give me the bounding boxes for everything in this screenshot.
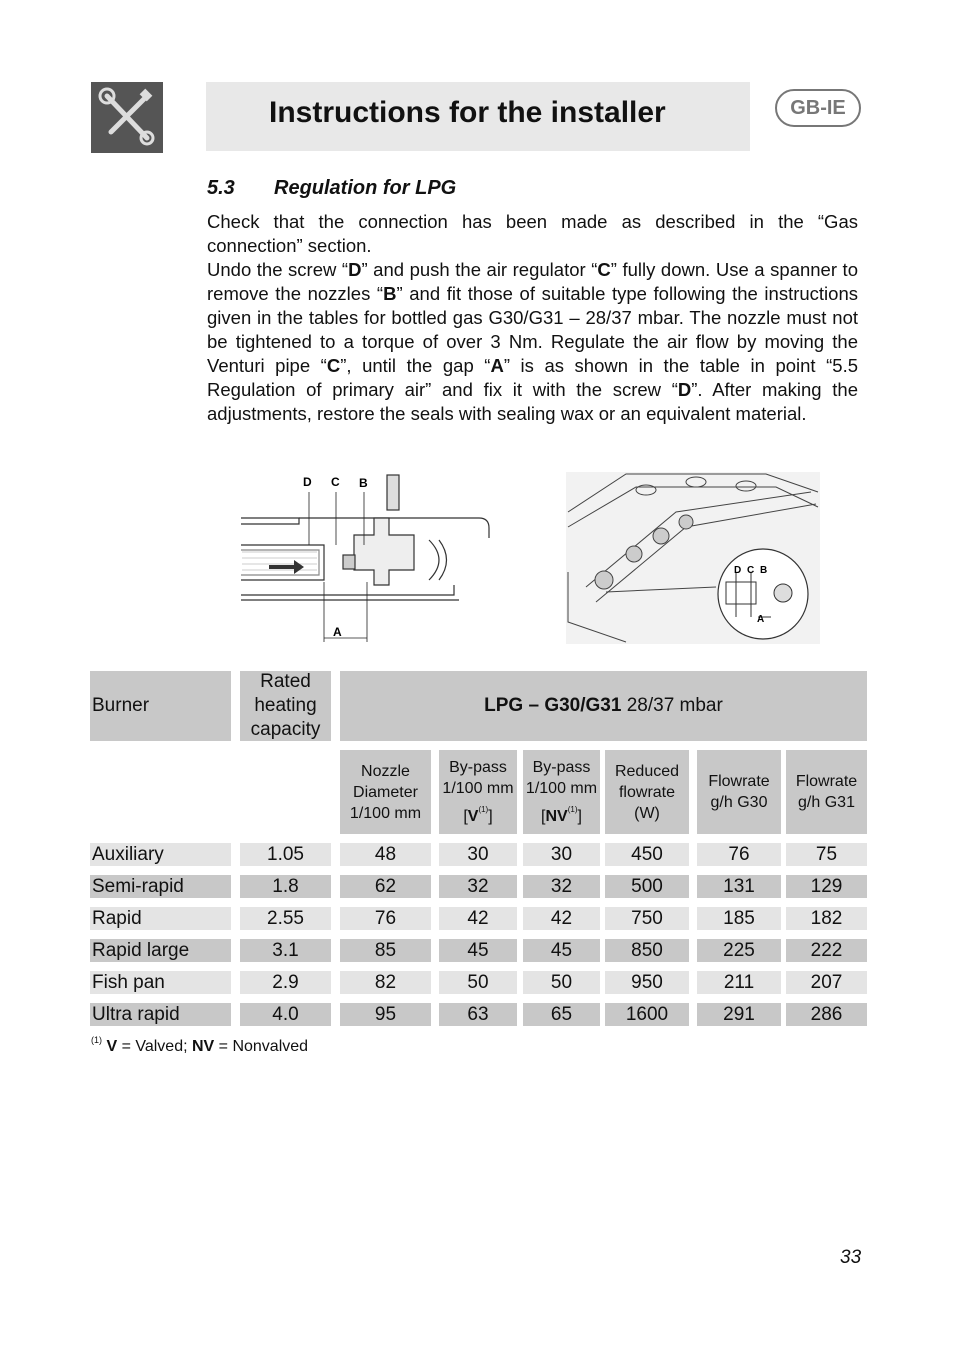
page-title: Instructions for the installer (269, 96, 666, 129)
cell-flowrate-g30: 291 (697, 1003, 781, 1026)
cell-rated-capacity: 4.0 (240, 1003, 331, 1026)
cell-flowrate-g30: 131 (697, 875, 781, 898)
cell-bypass-valved: 30 (439, 843, 517, 866)
text-span: ” is as shown in the table in point “5.5 Regulation of primary air” and fix it with the screw “ (207, 355, 859, 400)
cell-burner: Ultra rapid (90, 1003, 231, 1026)
bold-letter: C (326, 355, 341, 376)
text-span: ” and fit those of suitable type following the instructions given in the tables for bottled gas G30/G31 – 28/37 mbar. The nozzle must not be tightened to a torque of over 3 Nm. Regulate the air flow by moving the Venturi pipe “ (207, 283, 858, 376)
label-b: B (760, 565, 768, 576)
section-title: Regulation for LPG (274, 177, 457, 199)
cell-flowrate-g31: 129 (786, 875, 867, 898)
cell-flowrate-g31: 182 (786, 907, 867, 930)
cell-bypass-nonvalved: 32 (523, 875, 600, 898)
cell-nozzle-diameter: 85 (340, 939, 431, 962)
cell-nozzle-diameter: 76 (340, 907, 431, 930)
paragraph-1: Check that the connection has been made as described in the “Gas connection” section. (207, 211, 858, 256)
bypass-nv-text: By-pass 1/100 mm (525, 759, 598, 797)
label-d: D (303, 475, 312, 489)
cell-bypass-valved: 63 (439, 1003, 517, 1026)
footnote-nv-text: = Nonvalved (214, 1038, 309, 1055)
bold-letter: C (597, 259, 611, 280)
cell-flowrate-g31: 207 (786, 971, 867, 994)
cell-burner: Auxiliary (90, 843, 231, 866)
footnote-v-text: = Valved; (117, 1038, 192, 1055)
cell-rated-capacity: 1.05 (240, 843, 331, 866)
cell-bypass-valved: 42 (439, 907, 517, 930)
label-d: D (734, 565, 742, 576)
body-text (207, 210, 858, 426)
cell-reduced-flowrate: 450 (605, 843, 689, 866)
cell-flowrate-g30: 211 (697, 971, 781, 994)
cell-burner: Rapid (90, 907, 231, 930)
cell-flowrate-g30: 225 (697, 939, 781, 962)
bold-letter: D (677, 379, 692, 400)
cell-burner: Fish pan (90, 971, 231, 994)
cell-nozzle-diameter: 62 (340, 875, 431, 898)
cell-bypass-valved: 45 (439, 939, 517, 962)
label-b: B (359, 476, 368, 490)
wrench-screwdriver-icon (91, 82, 163, 153)
cell-reduced-flowrate: 1600 (605, 1003, 689, 1026)
subheader-flowrate-g30: Flowrate g/h G30 (697, 750, 781, 834)
subheader-bypass-nv: By-pass 1/100 mm [NV$^{(1)}$] (523, 750, 600, 834)
cell-bypass-nonvalved: 50 (523, 971, 600, 994)
cell-reduced-flowrate: 950 (605, 971, 689, 994)
cell-rated-capacity: 3.1 (240, 939, 331, 962)
header-burner: Burner (90, 671, 231, 741)
cell-flowrate-g31: 286 (786, 1003, 867, 1026)
cell-bypass-nonvalved: 30 (523, 843, 600, 866)
bypass-nv-tag: NV (545, 808, 568, 825)
label-a: A (333, 625, 342, 639)
cell-nozzle-diameter: 95 (340, 1003, 431, 1026)
text-span: ”, until the gap “ (340, 355, 491, 376)
bold-letter: B (383, 283, 397, 304)
label-c: C (331, 475, 340, 489)
burner-perspective-diagram (566, 472, 820, 644)
footnote-ref: (1) (567, 805, 578, 814)
cell-rated-capacity: 2.55 (240, 907, 331, 930)
cell-bypass-nonvalved: 45 (523, 939, 600, 962)
cell-burner: Semi-rapid (90, 875, 231, 898)
page-number: 33 (840, 1247, 862, 1268)
nozzle-section-diagram (239, 470, 499, 645)
label-a: A (757, 614, 765, 625)
cell-flowrate-g31: 75 (786, 843, 867, 866)
cell-reduced-flowrate: 850 (605, 939, 689, 962)
header-lpg (340, 671, 867, 741)
cell-flowrate-g30: 76 (697, 843, 781, 866)
cell-flowrate-g30: 185 (697, 907, 781, 930)
subheader-bypass-v: By-pass 1/100 mm [V$^{(1)}$] (439, 750, 517, 834)
text-span: Undo the screw “ (207, 259, 349, 280)
cell-rated-capacity: 1.8 (240, 875, 331, 898)
subheader-reduced-flowrate: Reduced flowrate (W) (605, 750, 689, 834)
footnote-v: V (106, 1038, 118, 1055)
footnote-nv: NV (191, 1038, 215, 1055)
header-rated-capacity: Rated heating capacity (240, 671, 331, 741)
text-span: ” fully down. Use a spanner to remove the nozzles “ (207, 259, 858, 304)
label-c: C (747, 565, 755, 576)
subheader-nozzle: Nozzle Diameter 1/100 mm (340, 750, 431, 834)
footnote-ref: (1) (478, 805, 489, 814)
section-number: 5.3 (207, 177, 235, 199)
cell-nozzle-diameter: 48 (340, 843, 431, 866)
cell-nozzle-diameter: 82 (340, 971, 431, 994)
header-lpg-bold: LPG – G30/G31 (484, 695, 622, 716)
footnote-mark: (1) (91, 1035, 102, 1045)
cell-bypass-valved: 32 (439, 875, 517, 898)
cell-burner: Rapid large (90, 939, 231, 962)
cell-reduced-flowrate: 750 (605, 907, 689, 930)
cell-bypass-nonvalved: 65 (523, 1003, 600, 1026)
bold-letter: A (490, 355, 504, 376)
text-span: ”. After making the adjustments, restore the seals with sealing wax or an equivalent material. (207, 379, 859, 424)
cell-bypass-nonvalved: 42 (523, 907, 600, 930)
language-badge: GB-IE (775, 89, 861, 127)
footnote (91, 1035, 308, 1056)
header-lpg-pressure: 28/37 mbar (621, 695, 723, 716)
text-span: ” and push the air regulator “ (361, 259, 598, 280)
cell-bypass-valved: 50 (439, 971, 517, 994)
cell-rated-capacity: 2.9 (240, 971, 331, 994)
cell-reduced-flowrate: 500 (605, 875, 689, 898)
paragraph-2 (207, 258, 858, 426)
cell-flowrate-g31: 222 (786, 939, 867, 962)
bypass-v-tag: V (467, 808, 479, 825)
section-heading (207, 177, 456, 200)
bypass-v-text: By-pass 1/100 mm (442, 759, 514, 797)
bold-letter: D (348, 259, 362, 280)
subheader-flowrate-g31: Flowrate g/h G31 (786, 750, 867, 834)
